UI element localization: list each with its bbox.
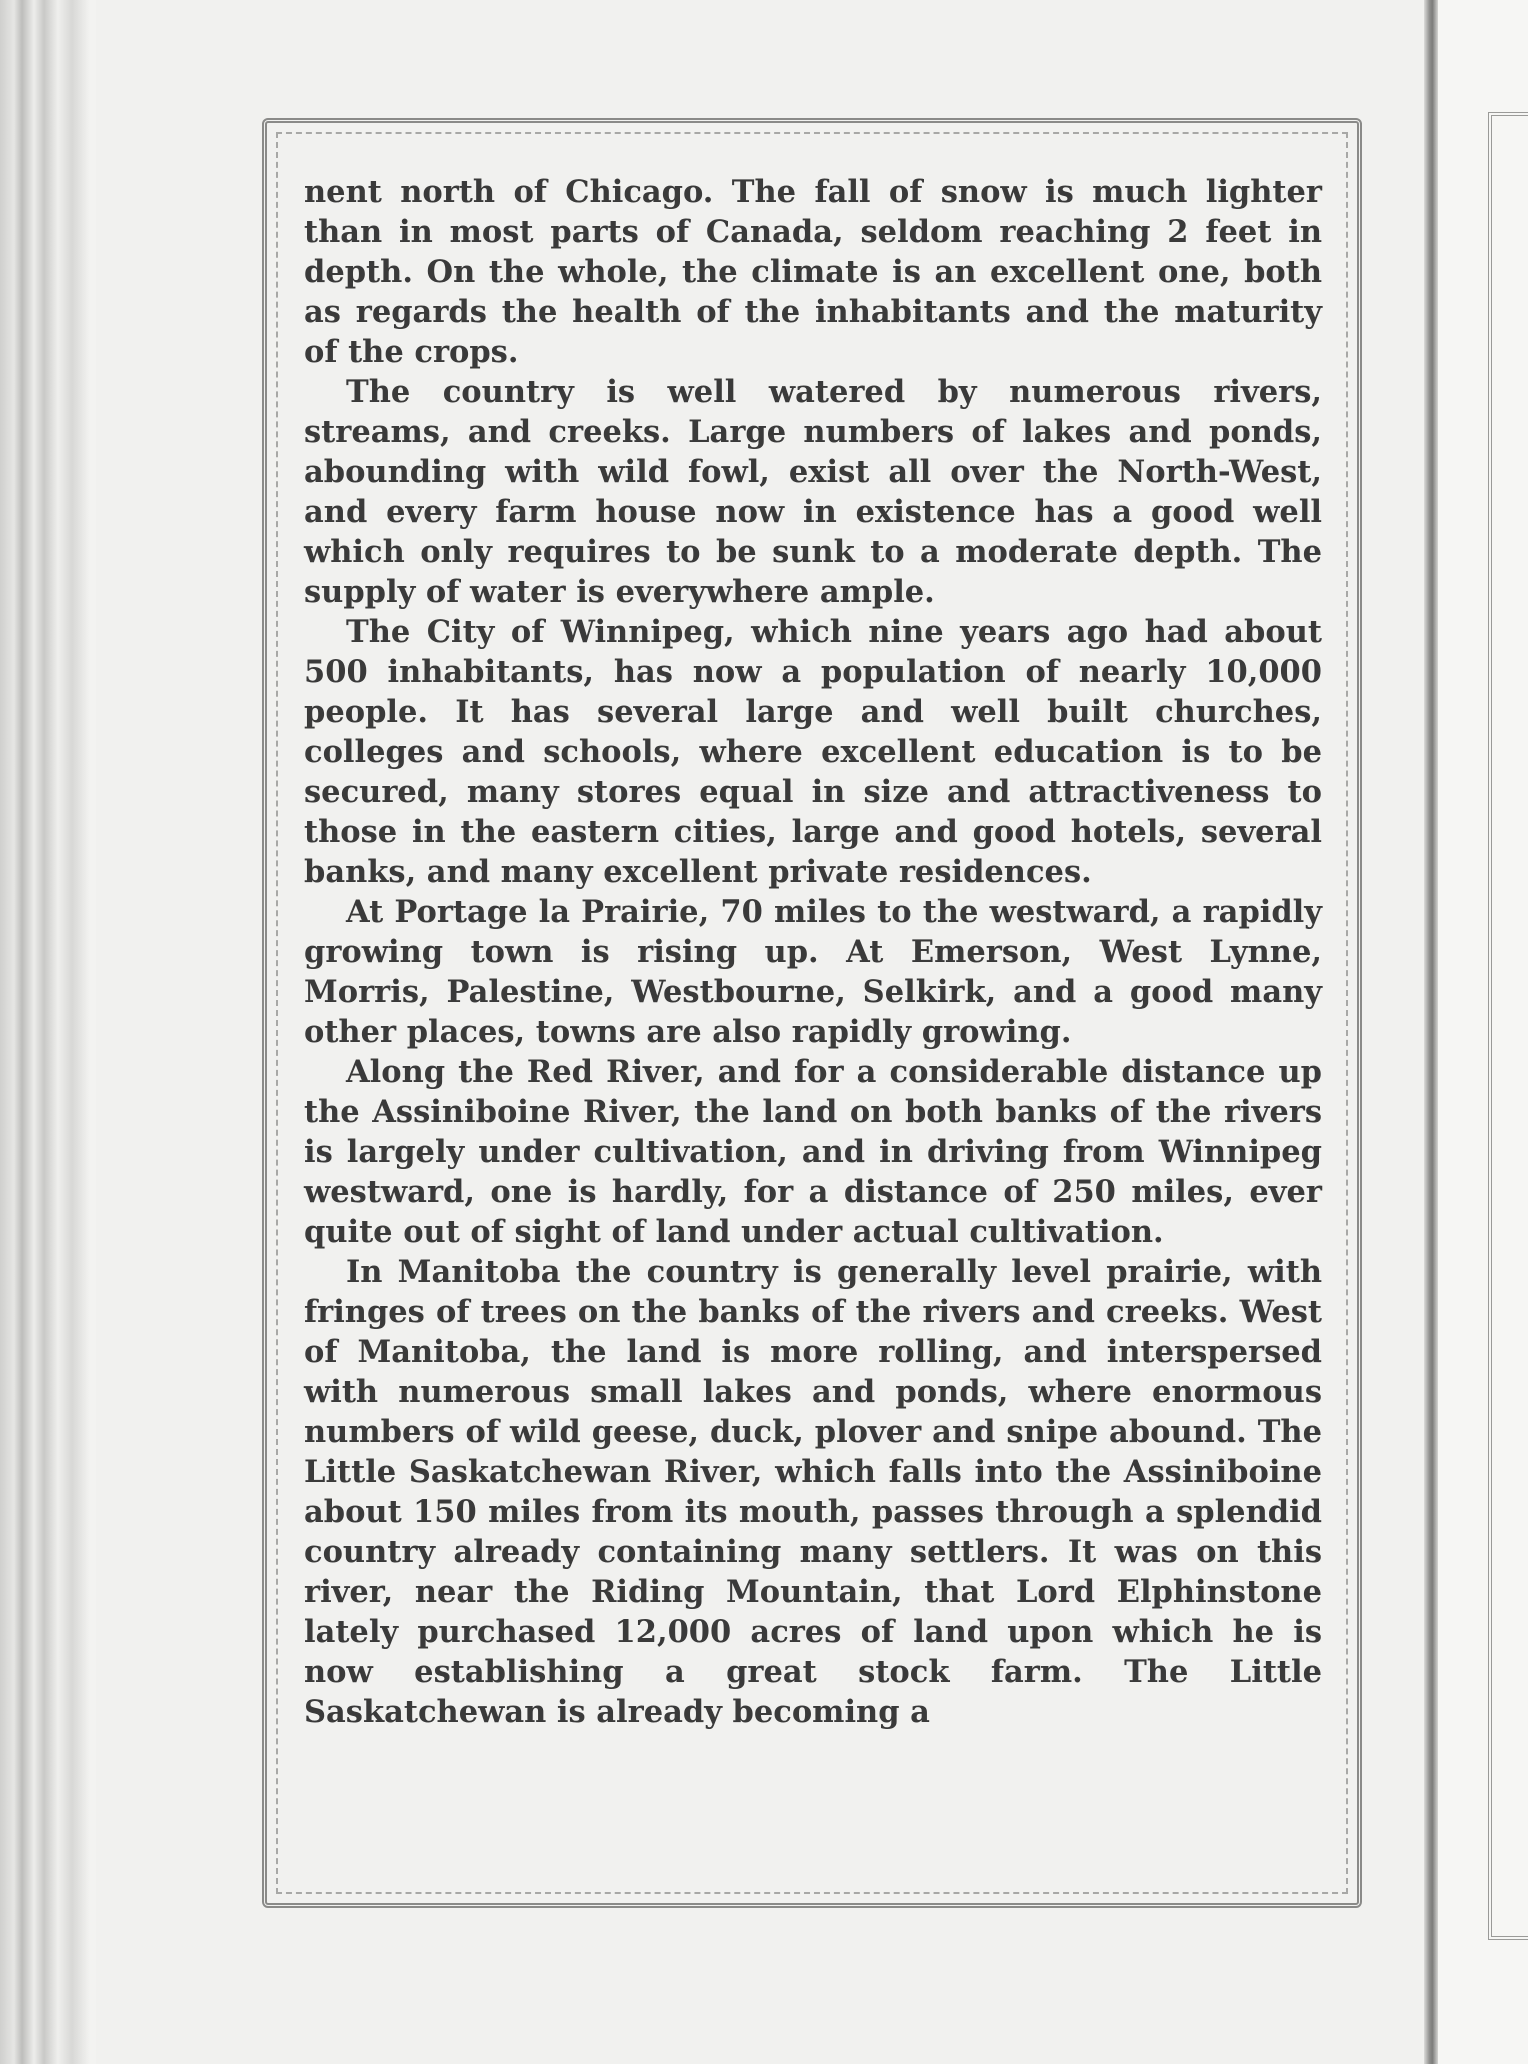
page-gutter	[1424, 0, 1438, 2064]
adjacent-page-border	[1488, 112, 1528, 1940]
paragraph-6: In Manitoba the country is generally level prairie, with fringes of trees on the banks of the rivers and creeks. West of Manitoba, the land is more rolling, and interspersed with numerous small lakes and ponds, where enormous numbers of wild geese, duck, plover and snipe abound. The Little Saskatchewan River, which falls into the Assiniboine about 150 miles from its mouth, passes through a splendid country already containing many settlers. It was on this river, near the Riding Mountain, that Lord Elphinstone lately purchased 12,000 acres of land upon which he is now establishing a great stock farm. The Little Saskatchewan is already becoming a	[304, 1254, 1322, 1730]
paragraph-3: The City of Winnipeg, which nine years ago had about 500 inhabitants, has now a population of nearly 10,000 people. It has several large and well built churches, colleges and schools, where excellent education is to be secured, many stores equal in size and attractiveness to those in the eastern cities, large and good hotels, several banks, and many excellent private residences.	[304, 614, 1322, 890]
paragraph-4: At Portage la Prairie, 70 miles to the westward, a rapidly growing town is rising up. At Emerson, West Lynne, Morris, Palestine, Westbourne, Selkirk, and a good many other places, towns are also rapidly growing.	[304, 894, 1322, 1050]
paragraph-2: The country is well watered by numerous rivers, streams, and creeks. Large numbers of lakes and ponds, abounding with wild fowl, exist all over the North-West, and every farm house now in existence has a good well which only requires to be sunk to a moderate depth. The supply of water is everywhere ample.	[304, 374, 1322, 610]
page-text	[304, 172, 1322, 1732]
paragraph-5: Along the Red River, and for a considerable distance up the Assiniboine River, the land on both banks of the rivers is largely under cultivation, and in driving from Winnipeg westward, one is hardly, for a distance of 250 miles, ever quite out of sight of land under actual cultivation.	[304, 1054, 1322, 1250]
book-spine	[0, 0, 96, 2064]
paragraph-1: nent north of Chicago. The fall of snow is much lighter than in most parts of Canada, seldom reaching 2 feet in depth. On the whole, the climate is an excellent one, both as regards the health of the inhabitants and the maturity of the crops.	[304, 174, 1322, 370]
